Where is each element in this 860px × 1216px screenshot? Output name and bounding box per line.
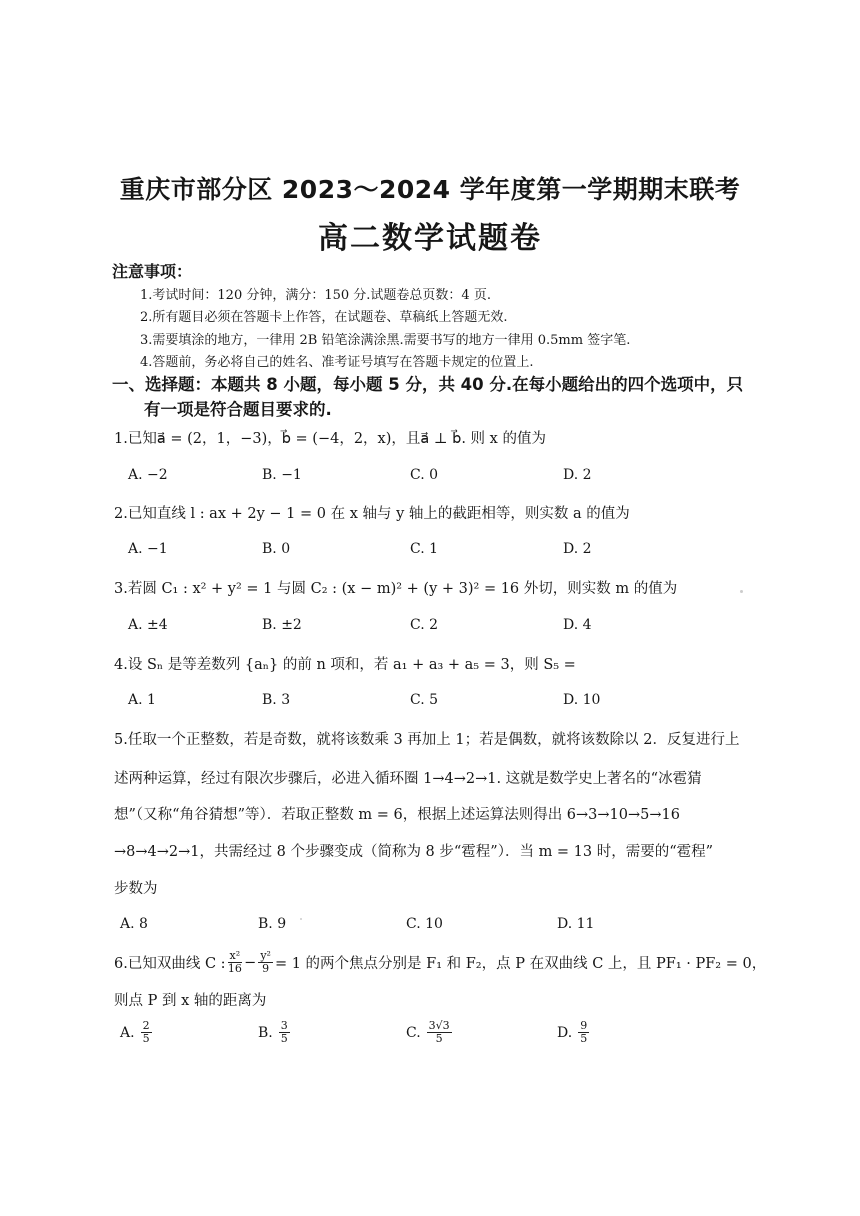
notice-item: 2.所有题目必须在答题卡上作答，在试题卷、草稿纸上答题无效. bbox=[140, 310, 508, 325]
option-fraction bbox=[279, 1020, 290, 1045]
fraction-denominator: 9 bbox=[262, 962, 270, 975]
question-6-option-b bbox=[258, 1020, 292, 1045]
question-6-stem bbox=[114, 950, 766, 975]
question-1-option-c: C. 0 bbox=[410, 467, 439, 483]
question-3-stem: 3.若圆 C₁ : x² + y² = 1 与圆 C₂ : (x − m)² + (y + 3)² = 16 外切，则实数 m 的值为 bbox=[114, 581, 678, 597]
question-2-stem: 2.已知直线 l : ax + 2y − 1 = 0 在 x 轴与 y 轴上的截距相等，则实数 a 的值为 bbox=[114, 506, 630, 522]
question-1-option-a: A. −2 bbox=[128, 467, 168, 483]
question-5-option-c: C. 10 bbox=[406, 916, 443, 932]
question-4-option-d: D. 10 bbox=[563, 692, 601, 708]
question-4-option-a: A. 1 bbox=[128, 692, 156, 708]
fraction-numerator: 9 bbox=[580, 1019, 588, 1032]
exam-subtitle: 高二数学试题卷 bbox=[318, 221, 542, 256]
question-3-option-d: D. 4 bbox=[563, 617, 592, 633]
question-5-line: →8→4→2→1，共需经过 8 个步骤变成（简称为 8 步“雹程”）．当 m = 13 时，需要的“雹程” bbox=[114, 844, 714, 860]
question-1-option-d: D. 2 bbox=[563, 467, 592, 483]
question-2-option-b: B. 0 bbox=[262, 541, 291, 557]
fraction-numerator: 3√3 bbox=[428, 1019, 450, 1032]
question-6-line2: 则点 P 到 x 轴的距离为 bbox=[114, 993, 267, 1009]
question-4-stem: 4.设 Sₙ 是等差数列 {aₙ} 的前 n 项和，若 a₁ + a₃ + a₅ = 3，则 S₅ = bbox=[114, 657, 576, 673]
question-5-line: 述两种运算，经过有限次步骤后，必进入循环圈 1→4→2→1. 这就是数学史上著名的“冰雹猜 bbox=[114, 771, 702, 787]
fraction-numerator: y² bbox=[260, 949, 271, 962]
question-3-option-a: A. ±4 bbox=[128, 617, 168, 633]
section-heading-line1: 一、选择题：本题共 8 小题，每小题 5 分，共 40 分.在每小题给出的四个选项中，只 bbox=[112, 375, 744, 394]
scan-speck bbox=[300, 918, 302, 920]
notice-item: 4.答题前，务必将自己的姓名、准考证号填写在答题卡规定的位置上. bbox=[140, 355, 534, 370]
option-label: D. bbox=[557, 1024, 573, 1041]
option-fraction bbox=[578, 1020, 589, 1045]
fraction-denominator: 16 bbox=[227, 962, 242, 975]
question-5-option-a: A. 8 bbox=[120, 916, 148, 932]
exam-title: 重庆市部分区 2023～2024 学年度第一学期期末联考 bbox=[119, 175, 741, 204]
question-6-option-c bbox=[406, 1020, 454, 1045]
option-label: A. bbox=[120, 1024, 135, 1041]
question-1-stem: 1.已知a⃗ = (2，1，−3)，b⃗ = (−4，2，x)，且a⃗ ⊥ b⃗. 则 x 的值为 bbox=[114, 431, 546, 447]
question-6-stem-pre: 6.已知双曲线 C : bbox=[114, 956, 226, 972]
fraction-denominator: 5 bbox=[280, 1032, 288, 1045]
fraction-numerator: x² bbox=[229, 949, 241, 962]
notice-item: 3.需要填涂的地方，一律用 2B 铅笔涂满涂黑.需要书写的地方一律用 0.5mm 签字笔. bbox=[140, 333, 631, 348]
question-6-stem-post: = 1 的两个焦点分别是 F₁ 和 F₂，点 P 在双曲线 C 上，且 PF₁ · PF₂ = 0， bbox=[274, 956, 767, 972]
question-6-option-d bbox=[557, 1020, 591, 1045]
question-3-option-c: C. 2 bbox=[410, 617, 439, 633]
option-fraction bbox=[141, 1020, 152, 1045]
question-4-option-b: B. 3 bbox=[262, 692, 291, 708]
question-2-option-c: C. 1 bbox=[410, 541, 439, 557]
notice-heading: 注意事项： bbox=[112, 262, 193, 281]
fraction-denominator: 5 bbox=[580, 1032, 588, 1045]
minus-sign: − bbox=[244, 954, 257, 971]
question-6-fraction-y bbox=[258, 950, 273, 975]
question-6-fraction-x bbox=[228, 950, 243, 975]
section-heading-line2: 有一项是符合题目要求的. bbox=[144, 400, 332, 419]
option-label: C. bbox=[406, 1024, 421, 1041]
question-4-option-c: C. 5 bbox=[410, 692, 439, 708]
question-5-option-d: D. 11 bbox=[557, 916, 595, 932]
question-5-option-b: B. 9 bbox=[258, 916, 287, 932]
question-3-option-b: B. ±2 bbox=[262, 617, 302, 633]
question-5-line: 步数为 bbox=[114, 881, 158, 897]
fraction-numerator: 2 bbox=[142, 1019, 150, 1032]
scan-speck bbox=[740, 590, 743, 593]
fraction-denominator: 5 bbox=[142, 1032, 150, 1045]
question-5-line: 想”（又称“角谷猜想”等）．若取正整数 m = 6，根据上述运算法则得出 6→3→10→5→16 bbox=[114, 807, 680, 823]
fraction-numerator: 3 bbox=[280, 1019, 288, 1032]
question-1-option-b: B. −1 bbox=[262, 467, 302, 483]
question-6-option-a bbox=[120, 1020, 154, 1045]
question-5-line: 5.任取一个正整数，若是奇数，就将该数乘 3 再加上 1；若是偶数，就将该数除以 2．反复进行上 bbox=[114, 732, 740, 748]
option-fraction bbox=[427, 1020, 452, 1045]
section-heading bbox=[112, 372, 752, 422]
question-2-option-d: D. 2 bbox=[563, 541, 592, 557]
question-2-option-a: A. −1 bbox=[128, 541, 168, 557]
option-label: B. bbox=[258, 1024, 273, 1041]
notice-item: 1.考试时间：120 分钟，满分：150 分.试题卷总页数：4 页. bbox=[140, 288, 491, 303]
fraction-denominator: 5 bbox=[435, 1032, 443, 1045]
